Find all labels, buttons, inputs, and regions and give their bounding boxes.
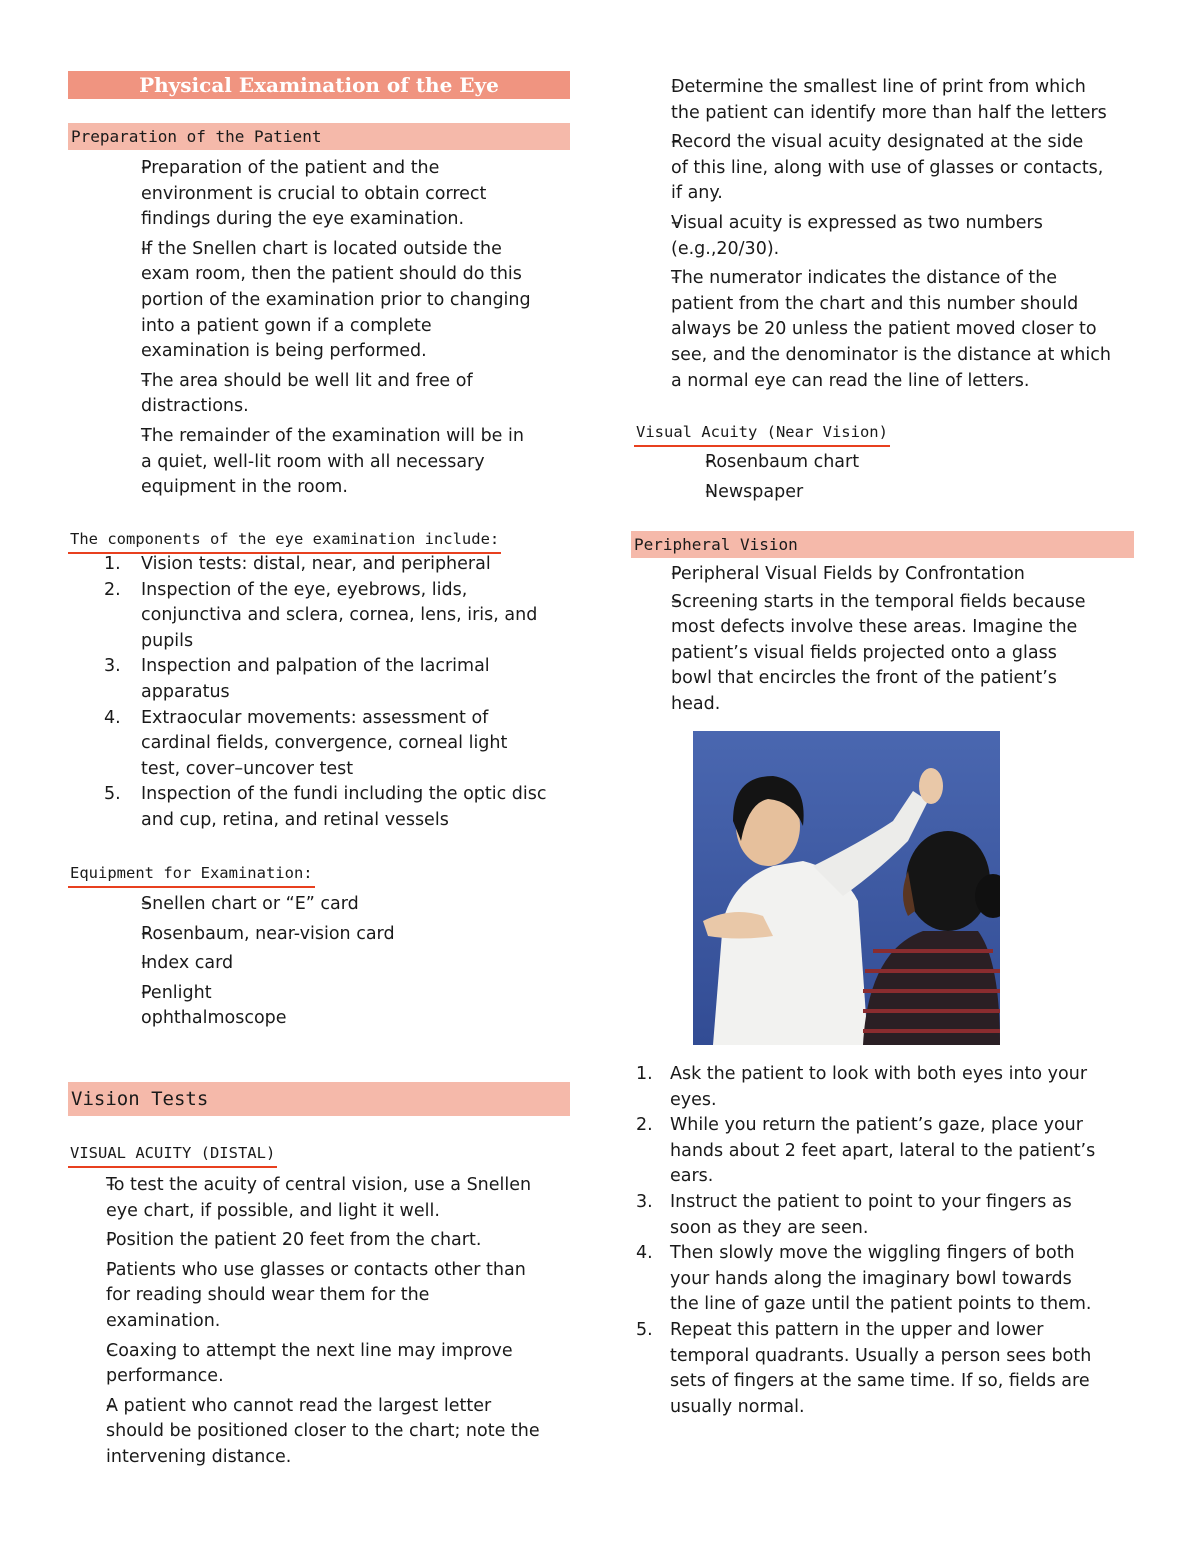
page-title: Physical Examination of the Eye xyxy=(68,71,570,99)
item-text-line: examination is being performed. xyxy=(141,341,427,362)
bullet-item xyxy=(96,981,570,1032)
item-text-line: eye chart, if possible, and light it well. xyxy=(106,1200,440,1221)
item-number: 4. xyxy=(636,1243,653,1264)
item-number: 1. xyxy=(104,554,121,574)
item-text-line: – Determine the smallest line of print from which xyxy=(671,77,1086,97)
item-text-line: most defects involve these areas. Imagine the xyxy=(671,617,1078,638)
item-text-line: portion of the examination prior to changing xyxy=(141,289,531,310)
item-text-line: distractions. xyxy=(141,396,249,417)
bullet-item xyxy=(658,450,1134,476)
item-text-line: – A patient who cannot read the largest letter xyxy=(106,1395,492,1416)
item-number: 5. xyxy=(104,784,121,805)
item-text-line: Vision tests: distal, near, and peripheral xyxy=(141,554,491,574)
numbered-item xyxy=(104,578,570,655)
item-text-line: and cup, retina, and retinal vessels xyxy=(141,809,449,830)
bullet-item xyxy=(60,1228,570,1254)
item-text-line: for reading should wear them for the xyxy=(106,1285,430,1306)
numbered-item xyxy=(104,552,570,578)
bullet-item xyxy=(60,1258,570,1335)
item-text-line: exam room, then the patient should do this xyxy=(141,264,522,285)
item-text-line: Repeat this pattern in the upper and lower xyxy=(670,1319,1044,1340)
numbered-item xyxy=(636,1241,1134,1318)
item-text-line: of this line, along with use of glasses or contacts, xyxy=(671,157,1104,178)
item-text-line: – Preparation of the patient and the xyxy=(141,158,440,178)
item-text-line: the line of gaze until the patient points to them. xyxy=(670,1294,1092,1315)
item-text-line: patient’s visual fields projected onto a glass xyxy=(671,642,1057,663)
item-text-line: – Screening starts in the temporal fields because xyxy=(671,591,1086,612)
bullet-item xyxy=(96,951,570,977)
item-text-line: equipment in the room. xyxy=(141,477,348,498)
confrontation-steps xyxy=(636,1062,1134,1420)
item-text-line: always be 20 unless the patient moved closer to xyxy=(671,319,1097,340)
item-number: 4. xyxy=(104,707,121,728)
bullet-item xyxy=(96,892,570,918)
bullet-item xyxy=(622,75,1134,126)
item-text-line: findings during the eye examination. xyxy=(141,209,465,230)
item-text-line: head. xyxy=(671,693,721,714)
item-text-line: soon as they are seen. xyxy=(670,1217,869,1238)
item-text-line: – The remainder of the examination will be in xyxy=(141,425,524,446)
numbered-item xyxy=(104,654,570,705)
item-text-line: Inspection of the fundi including the optic disc xyxy=(141,784,547,805)
item-text-line: your hands along the imaginary bowl towards xyxy=(670,1268,1072,1289)
item-text-line: Then slowly move the wiggling fingers of both xyxy=(670,1243,1075,1264)
item-number: 2. xyxy=(636,1115,653,1136)
item-text-line: Instruct the patient to point to your fingers as xyxy=(670,1191,1072,1212)
item-text-line: Inspection and palpation of the lacrimal xyxy=(141,656,490,677)
item-text-line: – To test the acuity of central vision, use a Snellen xyxy=(106,1175,532,1195)
item-number: 3. xyxy=(636,1191,653,1212)
bullet-item xyxy=(96,424,570,501)
item-text-line: – Coaxing to attempt the next line may improve xyxy=(106,1340,513,1361)
item-text-line: Inspection of the eye, eyebrows, lids, xyxy=(141,579,468,600)
item-number: 2. xyxy=(104,579,121,600)
item-text-line: sets of fingers at the same time. If so, fields are xyxy=(670,1371,1090,1392)
item-text-line: – Newspaper xyxy=(705,481,804,502)
item-text-line: usually normal. xyxy=(670,1396,805,1417)
bullet-item xyxy=(622,266,1134,394)
item-text-line: – Position the patient 20 feet from the chart. xyxy=(106,1230,482,1251)
item-text-line: into a patient gown if a complete xyxy=(141,315,432,336)
item-text-line: test, cover–uncover test xyxy=(141,758,354,779)
item-text-line: apparatus xyxy=(141,681,230,702)
item-text-line: eyes. xyxy=(670,1089,717,1110)
bullet-item xyxy=(96,369,570,420)
item-text-line: environment is crucial to obtain correct xyxy=(141,183,487,204)
item-text-line: patient from the chart and this number should xyxy=(671,293,1079,314)
near-vision-heading: Visual Acuity (Near Vision) xyxy=(634,421,890,447)
item-text-line: hands about 2 feet apart, lateral to the patient’s xyxy=(670,1140,1096,1161)
item-text-line: – The area should be well lit and free of xyxy=(141,370,473,391)
bullet-item xyxy=(96,922,570,948)
bullet-item xyxy=(60,1173,570,1224)
item-text-line: bowl that encircles the front of the patient’s xyxy=(671,668,1057,689)
equipment-heading: Equipment for Examination: xyxy=(68,862,315,888)
acuity-details-list xyxy=(622,75,1134,398)
item-number: 5. xyxy=(636,1319,653,1340)
item-text-line: should be positioned closer to the chart; note the xyxy=(106,1421,540,1442)
distal-acuity-list xyxy=(60,1173,570,1475)
item-text-line: – If the Snellen chart is located outside the xyxy=(141,238,502,259)
bullet-item xyxy=(96,156,570,233)
numbered-item xyxy=(636,1190,1134,1241)
item-text-line: – The numerator indicates the distance of the xyxy=(671,268,1058,289)
components-list xyxy=(104,552,570,834)
numbered-item xyxy=(636,1062,1134,1113)
item-number: 3. xyxy=(104,656,121,677)
bullet-item xyxy=(622,562,1134,588)
item-text-line: conjunctiva and sclera, cornea, lens, iris, and xyxy=(141,605,538,626)
item-text-line: – Rosenbaum, near-vision card xyxy=(141,923,395,944)
item-text-line: examination. xyxy=(106,1310,221,1331)
near-vision-list xyxy=(658,450,1134,509)
confrontation-illustration xyxy=(693,731,1000,1045)
item-text-line: – Rosenbaum chart xyxy=(705,452,860,472)
item-text-line: if any. xyxy=(671,183,723,204)
bullet-item xyxy=(622,590,1134,718)
bullet-item xyxy=(96,237,570,365)
item-text-line: – Snellen chart or “E” card xyxy=(141,894,359,914)
numbered-item xyxy=(104,706,570,783)
section-heading-peripheral: Peripheral Vision xyxy=(631,531,1134,558)
item-text-line: – Index card xyxy=(141,953,234,974)
distal-acuity-heading: VISUAL ACUITY (DISTAL) xyxy=(68,1142,277,1168)
numbered-item xyxy=(636,1113,1134,1190)
item-text-line: Ask the patient to look with both eyes into your xyxy=(670,1064,1088,1084)
bullet-item xyxy=(622,130,1134,207)
item-text-line: ears. xyxy=(670,1166,714,1187)
item-text-line: – Record the visual acuity designated at the side xyxy=(671,132,1084,153)
bullet-item xyxy=(622,211,1134,262)
item-text-line: a normal eye can read the line of letters. xyxy=(671,370,1030,391)
item-text-line: cardinal fields, convergence, corneal light xyxy=(141,733,508,754)
item-text-line: see, and the denominator is the distance at which xyxy=(671,344,1111,365)
item-text-line: – Peripheral Visual Fields by Confrontation xyxy=(671,564,1025,584)
section-heading-preparation: Preparation of the Patient xyxy=(68,123,570,150)
numbered-item xyxy=(636,1318,1134,1420)
bullet-item xyxy=(60,1394,570,1471)
item-text-line: ophthalmoscope xyxy=(141,1008,287,1029)
item-number: 1. xyxy=(636,1064,653,1084)
section-heading-vision-tests: Vision Tests xyxy=(68,1082,570,1116)
item-text-line: intervening distance. xyxy=(106,1446,292,1467)
preparation-list xyxy=(96,156,570,505)
item-text-line: – Penlight xyxy=(141,982,212,1003)
item-text-line: a quiet, well-lit room with all necessary xyxy=(141,451,485,472)
item-text-line: Extraocular movements: assessment of xyxy=(141,707,489,728)
item-text-line: the patient can identify more than half the letters xyxy=(671,102,1107,123)
item-text-line: – Patients who use glasses or contacts other than xyxy=(106,1259,526,1280)
numbered-item xyxy=(104,782,570,833)
bullet-item xyxy=(60,1339,570,1390)
item-text-line: (e.g.,20/30). xyxy=(671,238,780,259)
item-text-line: performance. xyxy=(106,1366,224,1387)
components-heading: The components of the eye examination include: xyxy=(68,528,501,554)
bullet-item xyxy=(658,480,1134,506)
equipment-list xyxy=(96,892,570,1036)
item-text-line: pupils xyxy=(141,630,194,651)
peripheral-list xyxy=(622,562,1134,720)
confrontation-test-photo xyxy=(693,731,1000,1045)
item-text-line: temporal quadrants. Usually a person sees both xyxy=(670,1345,1092,1366)
item-text-line: While you return the patient’s gaze, place your xyxy=(670,1115,1083,1136)
item-text-line: – Visual acuity is expressed as two numbers xyxy=(671,212,1043,233)
